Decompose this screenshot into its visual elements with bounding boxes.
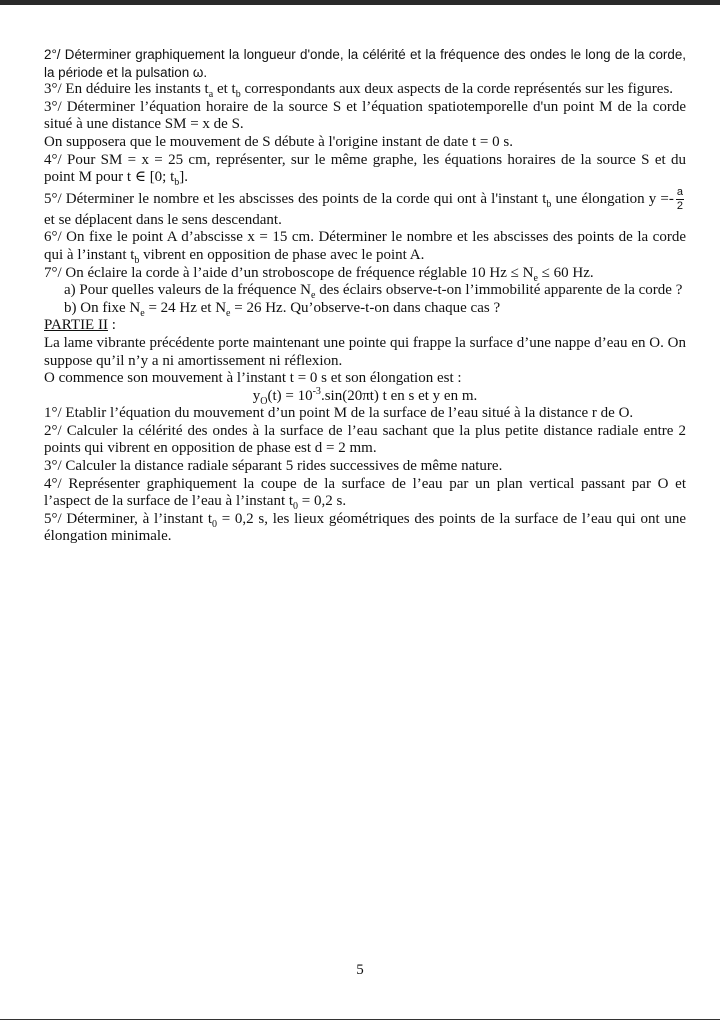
part-2-question-5: 5°/ Déterminer, à l’instant $t_0 = 0,2$ s, les lieux géométriques des points de la surface de l’eau qui ont une élongation minimale. [44,510,686,545]
question-7: 7°/ On éclaire la corde à l’aide d’un stroboscope de fréquence réglable 10 $Hz \le N_e \le 60$ Hz. [44,264,594,284]
part-2-question-1: 1°/ Etablir l’équation du mouvement d’un point M de la surface de l’eau situé à la distance r de O. [44,405,634,422]
question-7b: b) On fixe $N_e = 24$ Hz et $N_e = 26$ Hz. Qu’observe-t-on dans chaque cas ? [64,299,501,319]
document-page [44,46,686,546]
question-6: 6°/ On fixe le point A d’abscisse x = 15 cm. Déterminer le nombre et les abscisses des points de la corde qui à l’instant $t_b$ vibrent en opposition de phase avec le point A. [44,229,686,266]
page-number: 5 [356,962,364,978]
part-2-intro: La lame vibrante précédente porte maintenant une pointe qui frappe la surface d’une nappe d’eau en O. On suppose qu’il n’y a ni amortissement ni réflexion. [44,334,686,369]
question-4: 4°/ Pour SM = x = 25 cm, représenter, sur le même graphe, les équations horaires de la source S et du point M pour t ∈ [0; $t_b$]. [44,151,686,189]
part-2-question-4: 4°/ Représenter graphiquement la coupe de la surface de l’eau par un plan vertical passant par O et l’aspect de la surface de l’eau à l’instant $t_0 = 0,2$ s. [44,475,686,513]
question-3-equations: 3°/ Déterminer l’équation horaire de la source S et l’équation spatiotemporelle d'un point M de la corde situé à une distance SM = x de S. [44,98,686,133]
source-equation: $y_O(t) = 10^{-3}.\sin(20\pi t)$ t en s et y en m. [252,385,478,407]
question-5: 5°/ Déterminer le nombre et les abscisses des points de la corde qui ont à l'instant $t_b$ une élongation y =- $\frac{a}{2}$ et se déplacent dans le sens descendant. [44,185,684,228]
top-border [0,0,720,5]
question-2: 2°/ Déterminer graphiquement la longueur d'onde, la célérité et la fréquence des ondes le long de la corde, la période et la pulsation ω. [44,47,686,80]
question-3-instants: 3°/ En déduire les instants $t_a$ et $t_b$ correspondants aux deux aspects de la corde représentés sur les figures. [44,81,674,101]
part-2-start: O commence son mouvement à l’instant t = 0 s et son élongation est : [44,370,462,387]
fraction-a-over-2: $\frac{a}{2}$ [676,185,684,212]
part-2-question-2: 2°/ Calculer la célérité des ondes à la surface de l’eau sachant que la plus petite distance radiale entre 2 points qui vibrent en opposition de phase est d = 2 mm. [44,422,686,457]
question-3-note: On supposera que le mouvement de S débute à l'origine instant de date t = 0 s. [44,133,513,150]
part-2-question-3: 3°/ Calculer la distance radiale séparant 5 rides successives de même nature. [44,458,503,475]
part-2-heading: PARTIE II : [44,317,116,334]
question-7a: a) Pour quelles valeurs de la fréquence $N_e$ des éclairs observe-t-on l’immobilité apparente de la corde ? [64,282,683,302]
bottom-border [0,1019,720,1020]
